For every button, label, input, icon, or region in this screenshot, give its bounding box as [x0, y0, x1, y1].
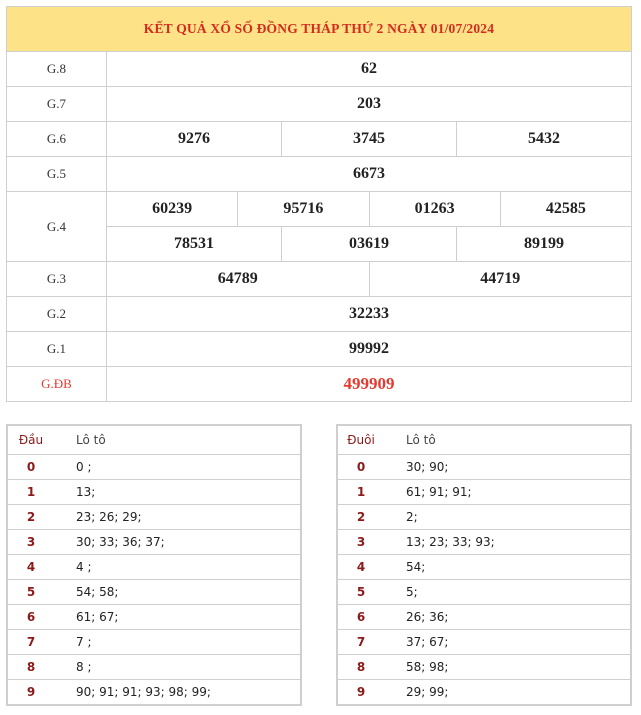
table-row [337, 480, 631, 505]
row-values: 7 ; [54, 630, 301, 655]
row-digit: 5 [337, 580, 384, 605]
row-values: 29; 99; [384, 680, 631, 706]
row-values: 58; 98; [384, 655, 631, 680]
prize-number: 3745 [282, 122, 457, 157]
row-digit: 6 [337, 605, 384, 630]
table-row [7, 480, 301, 505]
row-values: 54; 58; [54, 580, 301, 605]
table-row [7, 555, 301, 580]
prize-label: G.3 [7, 262, 107, 297]
prize-number: 203 [107, 87, 632, 122]
row-digit: 5 [7, 580, 54, 605]
row-values: 0 ; [54, 455, 301, 480]
table-row [337, 605, 631, 630]
prize-number: 89199 [457, 227, 632, 262]
row-digit: 2 [337, 505, 384, 530]
row-values: 30; 90; [384, 455, 631, 480]
row-digit: 9 [337, 680, 384, 706]
table-header [7, 425, 301, 455]
prize-label: G.6 [7, 122, 107, 157]
table-row [337, 455, 631, 480]
prize-row-g1 [7, 332, 632, 367]
table-row [7, 455, 301, 480]
special-prize-number: 499909 [107, 367, 632, 402]
prize-number: 78531 [107, 227, 282, 262]
row-values: 13; 23; 33; 93; [384, 530, 631, 555]
prize-number: 99992 [107, 332, 632, 367]
row-digit: 9 [7, 680, 54, 706]
header-loto: Lô tô [76, 433, 106, 447]
row-digit: 4 [337, 555, 384, 580]
row-values: 5; [384, 580, 631, 605]
row-values: 90; 91; 91; 93; 98; 99; [54, 680, 301, 706]
prize-number: 95716 [238, 192, 369, 227]
prize-row-g5 [7, 157, 632, 192]
table-row [337, 580, 631, 605]
row-values: 61; 67; [54, 605, 301, 630]
duoi-loto-table [336, 424, 632, 706]
header-duoi: Đuôi [347, 433, 375, 447]
prize-label: G.4 [7, 192, 107, 262]
row-digit: 0 [337, 455, 384, 480]
row-values: 4 ; [54, 555, 301, 580]
dau-loto-table [6, 424, 302, 706]
row-values: 54; [384, 555, 631, 580]
prize-number: 44719 [369, 262, 632, 297]
prize-number: 64789 [107, 262, 370, 297]
prize-number: 62 [107, 52, 632, 87]
row-values: 2; [384, 505, 631, 530]
row-values: 13; [54, 480, 301, 505]
prize-number: 60239 [107, 192, 238, 227]
results-title: KẾT QUẢ XỔ SỐ ĐỒNG THÁP THỨ 2 NGÀY 01/07/2024 [7, 7, 632, 52]
prize-label: G.7 [7, 87, 107, 122]
row-values: 37; 67; [384, 630, 631, 655]
prize-number: 6673 [107, 157, 632, 192]
table-row [337, 630, 631, 655]
prize-number: 01263 [369, 192, 500, 227]
table-row [7, 655, 301, 680]
row-digit: 0 [7, 455, 54, 480]
header-dau: Đầu [18, 433, 44, 447]
table-row [7, 680, 301, 706]
table-row [7, 605, 301, 630]
results-table [6, 6, 632, 402]
prize-number: 42585 [500, 192, 631, 227]
table-row [337, 530, 631, 555]
row-values: 23; 26; 29; [54, 505, 301, 530]
table-row [337, 505, 631, 530]
row-values: 61; 91; 91; [384, 480, 631, 505]
table-row [337, 680, 631, 706]
row-digit: 7 [7, 630, 54, 655]
prize-number: 5432 [457, 122, 632, 157]
row-digit: 4 [7, 555, 54, 580]
row-digit: 3 [7, 530, 54, 555]
table-row [337, 655, 631, 680]
prize-label: G.8 [7, 52, 107, 87]
prize-row-g8 [7, 52, 632, 87]
table-row [337, 555, 631, 580]
row-digit: 1 [7, 480, 54, 505]
prize-label: G.2 [7, 297, 107, 332]
row-values: 8 ; [54, 655, 301, 680]
table-header [337, 425, 631, 455]
prize-number: 32233 [107, 297, 632, 332]
prize-row-g2 [7, 297, 632, 332]
row-digit: 8 [7, 655, 54, 680]
row-digit: 8 [337, 655, 384, 680]
row-digit: 3 [337, 530, 384, 555]
prize-number: 9276 [107, 122, 282, 157]
row-digit: 2 [7, 505, 54, 530]
prize-label: G.5 [7, 157, 107, 192]
prize-row-g7 [7, 87, 632, 122]
table-row [7, 630, 301, 655]
table-row [7, 530, 301, 555]
row-digit: 7 [337, 630, 384, 655]
prize-row-g6 [7, 122, 632, 157]
row-digit: 6 [7, 605, 54, 630]
row-digit: 1 [337, 480, 384, 505]
row-values: 26; 36; [384, 605, 631, 630]
table-row [7, 580, 301, 605]
row-values: 30; 33; 36; 37; [54, 530, 301, 555]
prize-label: G.1 [7, 332, 107, 367]
table-row [7, 505, 301, 530]
prize-row-g3 [7, 262, 632, 297]
prize-row-g4 [7, 192, 632, 227]
prize-row-special [7, 367, 632, 402]
special-prize-label: G.ĐB [7, 367, 107, 402]
header-loto: Lô tô [406, 433, 436, 447]
prize-number: 03619 [282, 227, 457, 262]
